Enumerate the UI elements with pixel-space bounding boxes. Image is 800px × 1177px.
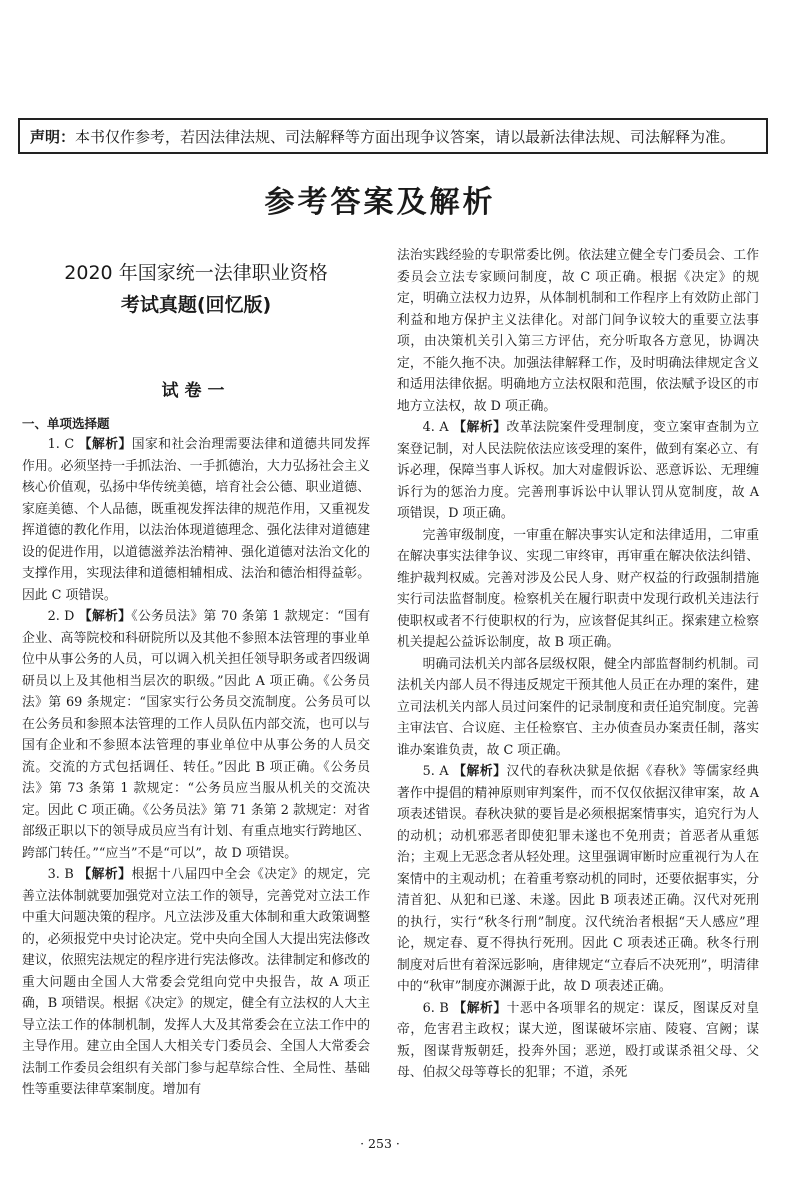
answer-number: 4. A [422,420,449,435]
answer-number: 5. A [422,764,449,779]
answer-4-paragraph-3: 明确司法机关内部各层级权限，健全内部监督制约机制。司法机关内部人员不得违反规定干预其他人员正在办理的案件，建立司法机关内部人员过问案件的记录制度和责任追究制度。完善主审法官、合议庭、主任检察官、主办侦查员办案责任制，落实谁办案谁负责，故 C 项正确。 [397,656,759,758]
answer-text: 国家和社会治理需要法律和道德共同发挥作用。必须坚持一手抓法治、一手抓德治，大力弘扬社会主义核心价值观，弘扬中华传统美德，培育社会公德、职业道德、家庭美德、个人品德，既重视发挥法律的规范作用，又重视发挥道德的教化作用，以法治体现道德理念、强化法律对道德建设的促进作用，以道德滋养法治精神、强化道德对法治文化的支撑作用，实现法律和道德相辅相成、法治和德治相得益彰。因此 C 项错误。 [22,437,371,603]
answer-text: 十恶中各项罪名的规定：谋反，图谋反对皇帝，危害君主政权；谋大逆，图谋破坏宗庙、陵寝、宫阙；谋叛，图谋背叛朝廷，投奔外国；恶逆，殴打或谋杀祖父母、父母、伯叔父母等尊长的犯罪；不道，杀死 [397,1000,760,1080]
answer-5 [397,761,759,998]
disclaimer-label: 声明： [30,128,76,146]
page-title: 参考答案及解析 [264,185,496,220]
answer-number: 1. C [47,437,75,452]
right-column [397,245,759,1084]
answer-3 [22,864,370,1101]
answer-2 [22,606,370,864]
page-number: · 253 · [360,1136,400,1151]
answer-1 [22,434,370,606]
answer-3-continued: 法治实践经验的专职常委比例。依法建立健全专门委员会、工作委员会立法专家顾问制度，故 C 项正确。根据《决定》的规定，明确立法权力边界，从体制机制和工作程序上有效防止部门利益和地方保护主义法律化。对部门间争议较大的重要立法事项，由决策机关引入第三方评估，充分听取各方意见，协调决定，不能久拖不决。加强法律解释工作，及时明确法律规定含义和适用法律依据。明确地方立法权限和范围，依法赋予设区的市地方立法权，故 D 项正确。 [397,248,759,414]
answer-number: 3. B [47,867,74,882]
exam-title-line1: 2020 年国家统一法律职业资格 [64,262,328,284]
answer-text: 汉代的春秋决狱是依据《春秋》等儒家经典著作中提倡的精神原则审判案件，而不仅仅依据汉律审案，故 A 项表述错误。春秋决狱的要旨是必须根据案情事实，追究行为人的动机；动机邪恶者即使犯罪未遂也不免刑责；首恶者从重惩治；主观上无恶念者从轻处理。这里强调审断时应重视行为人在案情中的主观动机；在着重考察动机的同时，还要依据事实，分清首犯、从犯和已遂、未遂。因此 B 项表述正确。汉代对死刑的执行，实行“秋冬行刑”制度。汉代统治者根据“天人感应”理论，规定春、夏不得执行死刑。因此 C 项表述正确。秋冬行刑制度对后世有着深远影响，唐律规定“立春后不决死刑”，明清律中的“秋审”制度亦渊源于此，故 D 项表述正确。 [397,764,759,994]
analysis-tag: 【解析】 [453,420,507,435]
analysis-tag: 【解析】 [78,437,132,452]
answer-4 [397,417,759,525]
analysis-tag: 【解析】 [78,867,132,882]
exam-title-line2: 考试真题(回忆版) [120,294,272,316]
paper-title: 试卷一 [161,381,231,401]
left-column [22,245,370,1101]
answer-6 [397,998,759,1084]
answer-number: 6. B [422,1000,449,1016]
analysis-tag: 【解析】 [78,609,132,624]
answer-text: 《公务员法》第 70 条第 1 款规定：“国有企业、高等院校和科研院所以及其他不参照本法管理的事业单位中从事公务的人员，可以调入机关担任领导职务或者四级调研员以上及其他相当层次的职级。”因此 A 项正确。《公务员法》第 69 条规定：“国家实行公务员交流制度。公务员可以在公务员和参照本法管理的工作人员队伍内部交流，也可以与国有企业和不参照本法管理的事业单位中从事公务的人员交流。交流的方式包括调任、转任。”因此 B 项正确。《公务员法》第 73 条第 1 款规定：“公务员应当服从机关的交流决定。因此 C 项正确。《公务员法》第 71 条第 2 款规定：对省部级正职以下的领导成员应当有计划、有重点地实行跨地区、跨部门转任。”“应当”不是“可以”，故 D 项错误。 [22,609,370,861]
answer-text: 改革法院案件受理制度，变立案审查制为立案登记制，对人民法院依法应该受理的案件，做到有案必立、有诉必理，保障当事人诉权。加大对虚假诉讼、恶意诉讼、无理缠诉行为的惩治力度。完善刑事诉讼中认罪认罚从宽制度，故 A 项错误，D 项正确。 [397,420,759,521]
answer-4-paragraph-2: 完善审级制度，一审重在解决事实认定和法律适用，二审重在解决事实法律争议、实现二审终审，再审重在解决依法纠错、维护裁判权威。完善对涉及公民人身、财产权益的行政强制措施实行司法监督制度。检察机关在履行职责中发现行政机关违法行使职权或者不行使职权的行为，应该督促其纠正。探索建立检察机关提起公益诉讼制度，故 B 项正确。 [397,527,759,650]
disclaimer-text: 本书仅作参考，若因法律法规、司法解释等方面出现争议答案，请以最新法律法规、司法解释为准。 [75,128,736,146]
section-title: 一、单项选择题 [22,415,110,431]
answer-text: 根据十八届四中全会《决定》的规定，完善立法体制就要加强党对立法工作的领导，完善党对立法工作中重大问题决策的程序。凡立法涉及重大体制和重大政策调整的，必须报党中央讨论决定。党中央向全国人大提出宪法修改建议，依照宪法规定的程序进行宪法修改。法律制定和修改的重大问题由全国人大常委会党组向党中央报告，故 A 项正确，B 项错误。根据《决定》的规定，健全有立法权的人大主导立法工作的体制机制，发挥人大及其常委会在立法工作中的主导作用。建立由全国人大相关专门委员会、全国人大常委会法制工作委员会组织有关部门参与起草综合性、全局性、基础性等重要法律草案制度。增加有 [22,867,371,1097]
disclaimer-box [18,118,768,154]
answer-number: 2. D [47,609,75,624]
analysis-tag: 【解析】 [453,1000,507,1016]
analysis-tag: 【解析】 [453,764,507,779]
